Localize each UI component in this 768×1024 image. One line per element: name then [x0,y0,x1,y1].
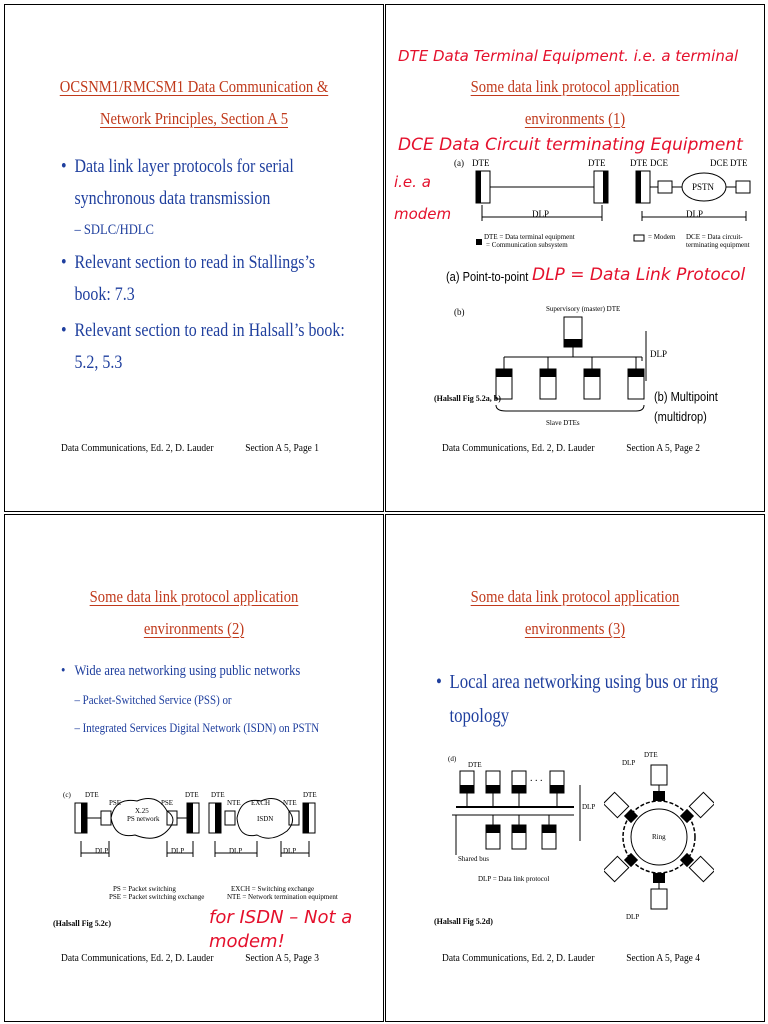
dte-label: DTE [211,791,225,799]
supervisory-label: Supervisory (master) DTE [546,305,621,313]
footer-right: Section A 5, Page 4 [626,953,700,964]
dlp-label: DLP [532,209,550,219]
shared-bus-label: Shared bus [458,855,489,863]
slide-title [412,581,737,645]
footer-left: Data Communications, Ed. 2, D. Lauder [442,443,595,454]
ellipsis-label: . . . [530,773,543,784]
slide-4 [385,514,765,1022]
slide-title-line-2: environments (2) [143,619,245,638]
dlp-label: DLP [650,349,668,359]
dte-label: DTE [588,158,606,168]
bullet-item: • Relevant section to read in Stallings’s book: 7.3 [61,247,355,311]
handwritten-note-dte: DTE Data Terminal Equipment. i.e. a terminal [398,47,739,65]
handwritten-note-isdn-1: for ISDN – Not a [209,907,353,928]
nte-label: NTE [227,799,241,807]
panel-c-label: (c) [63,791,71,799]
footer-left: Data Communications, Ed. 2, D. Lauder [61,953,214,964]
legend-dce: DCE = Data circuit-terminating equipment [686,233,750,249]
handwritten-note-dlp: DLP = Data Link Protocol [532,265,746,285]
dlp-label: DLP [171,847,185,855]
dlp-label: DLP [95,847,109,855]
bullet-item: • Wide area networking using public networks [61,659,338,683]
handwritten-note-dce: DCE Data Circuit terminating Equipment [398,135,743,155]
x25-label: X.25 [135,807,149,815]
slide-title [412,71,737,135]
sub-bullet-item: – Packet-Switched Service (PSS) or [74,692,232,707]
dlp-label: DLP [229,847,243,855]
dlp-label: DLP [686,209,704,219]
bullet-list [436,665,722,733]
slide-title-line-2: environments (1) [524,109,626,128]
dte-label: DTE [644,751,658,759]
slide-title-line-1: Some data link protocol application [470,77,680,96]
dlp-label: DLP [626,913,640,921]
legend-modem: = Modem [648,233,676,241]
legend-cs: = Communication subsystem [486,241,568,249]
bullet-list [61,659,338,745]
slide-title-line-2: Network Principles, Section A 5 [99,109,289,128]
dte-label: DTE [472,158,490,168]
dce-label: DCE [710,158,728,168]
bullet-item: • Relevant section to read in Halsall’s book: 5.2, 5.3 [61,315,355,379]
slave-label: Slave DTEs [546,419,580,427]
pse-label: PSE [161,799,174,807]
dlp-label: DLP [283,847,297,855]
caption-multidrop: (multidrop) [654,409,707,424]
slide-title-line-2: environments (3) [524,619,626,638]
pse-label: PSE [109,799,122,807]
footer-left: Data Communications, Ed. 2, D. Lauder [442,953,595,964]
caption-point-to-point: (a) Point-to-point [446,269,529,284]
sub-bullet-item: – Integrated Services Digital Network (ISDN) on PSTN [74,720,320,735]
bullet-list [61,151,361,379]
footer-right: Section A 5, Page 1 [245,443,319,454]
dlp-label: DLP [622,759,636,767]
legend-ps: PS = Packet switching [113,885,176,893]
ring-label: Ring [652,833,666,841]
slide-title [31,581,356,645]
exch-label: EXCH [251,799,271,807]
dte-label: DTE [185,791,199,799]
handwritten-note-isdn-2: modem! [209,931,285,952]
bullet-item: • Local area networking using bus or ring topology [436,665,722,733]
bullet-item: • Data link layer protocols for serial synchronous data transmission [61,151,355,215]
legend-exch: EXCH = Switching exchange [231,885,315,893]
dte-label: DTE [468,761,482,769]
ps-network-label: PS network [127,815,160,823]
panel-a-label: (a) [454,158,464,168]
handwritten-note-modem-2: modem [394,205,452,223]
slide-1 [4,4,384,512]
slide-title-line-1: Some data link protocol application [89,587,299,606]
slide-title-line-1: OCSNM1/RMCSM1 Data Communication & [59,77,329,96]
slide-title [31,71,356,135]
handwritten-note-modem-1: i.e. a [394,173,431,191]
pstn-label: PSTN [692,182,715,192]
slide-2 [385,4,765,512]
isdn-label: ISDN [257,815,274,823]
dte-label: DTE [303,791,317,799]
legend-dte: DTE = Data terminal equipment [484,233,575,241]
legend-nte: NTE = Network termination equipment [227,893,338,901]
nte-label: NTE [283,799,297,807]
dte-label: DTE [630,158,648,168]
footer-right: Section A 5, Page 2 [626,443,700,454]
legend-pse: PSE = Packet switching exchange [109,893,205,901]
caption-multipoint: (b) Multipoint [654,389,718,404]
dte-label: DTE [730,158,748,168]
sub-bullet-item: – SDLC/HDLC [74,222,154,238]
slide-3 [4,514,384,1022]
dce-label: DCE [650,158,668,168]
figure-reference: (Halsall Fig 5.2c) [53,919,111,928]
figure-reference: (Halsall Fig 5.2a, b) [434,394,501,403]
footer-right: Section A 5, Page 3 [245,953,319,964]
dlp-label: DLP [582,803,596,811]
panel-b-label: (b) [454,307,465,317]
panel-d-label: (d) [448,755,457,763]
legend-dlp: DLP = Data link protocol [478,875,550,883]
dte-label: DTE [85,791,99,799]
slide-title-line-1: Some data link protocol application [470,587,680,606]
figure-reference: (Halsall Fig 5.2d) [434,917,493,926]
footer-left: Data Communications, Ed. 2, D. Lauder [61,443,214,454]
